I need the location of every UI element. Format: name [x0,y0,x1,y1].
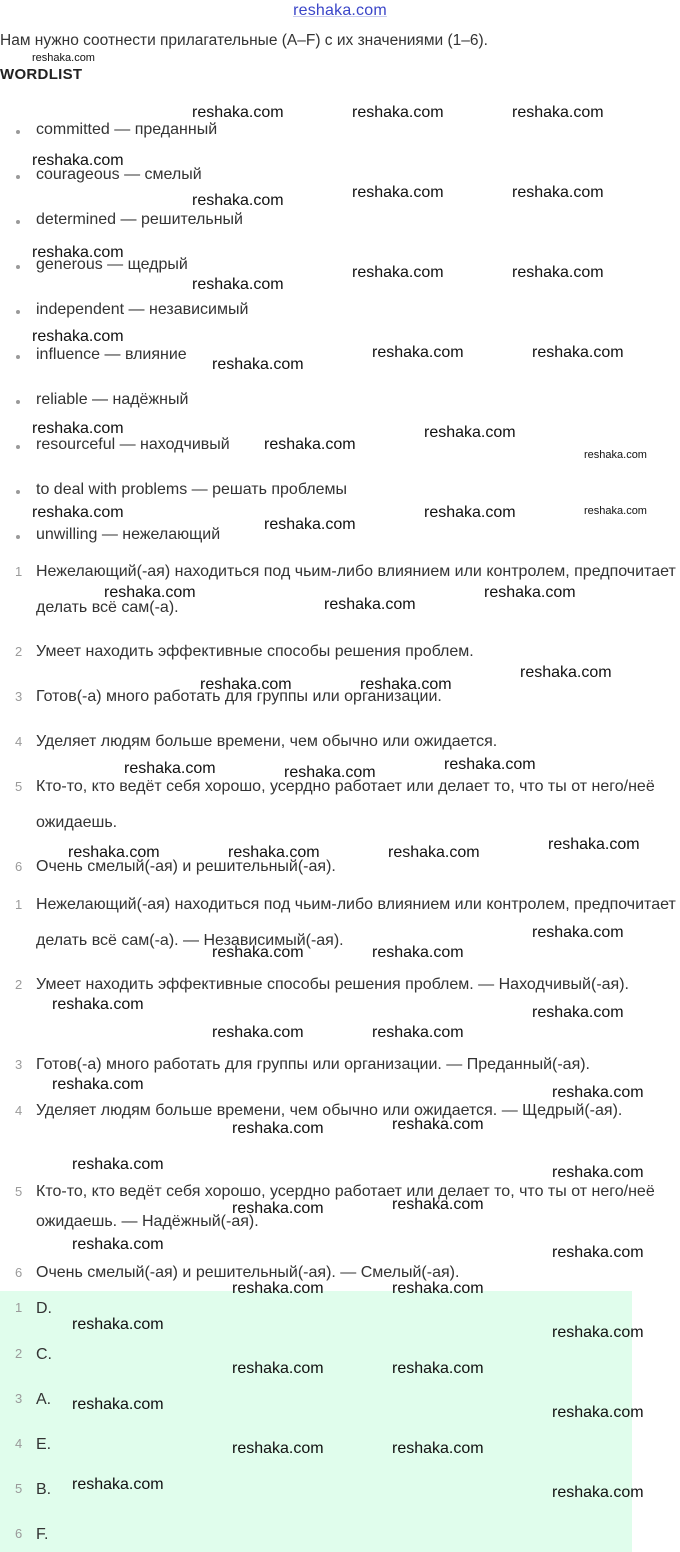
watermark: reshaka.com [284,764,376,781]
watermark: reshaka.com [72,1236,164,1253]
watermark: reshaka.com [532,1004,624,1021]
watermark: reshaka.com [212,356,304,373]
bullet-icon [16,400,20,404]
watermark: reshaka.com [72,1316,164,1333]
watermark: reshaka.com [32,420,124,437]
watermark: reshaka.com [264,516,356,533]
watermark: reshaka.com [532,344,624,361]
site-header[interactable] [0,2,680,20]
watermark: reshaka.com [52,1076,144,1093]
watermark: reshaka.com [232,1440,324,1457]
watermark: reshaka.com [232,1280,324,1297]
bullet-icon [16,490,20,494]
watermark: reshaka.com [388,844,480,861]
watermark: reshaka.com [532,924,624,941]
watermark: reshaka.com [424,424,516,441]
bullet-icon [16,310,20,314]
watermark: reshaka.com [512,184,604,201]
bullet-icon [16,535,20,539]
watermark: reshaka.com [68,844,160,861]
watermark: reshaka.com [552,1404,644,1421]
watermark: reshaka.com [232,1120,324,1137]
site-link[interactable]: reshaka.com [293,2,387,19]
watermark: reshaka.com [104,584,196,601]
task-intro: Нам нужно соотнести прилагательные (A–F) с их значениями (1–6). [0,32,488,49]
watermark: reshaka.com [584,449,647,461]
watermark: reshaka.com [352,264,444,281]
watermark: reshaka.com [372,944,464,961]
bullet-icon [16,175,20,179]
watermark: reshaka.com [392,1280,484,1297]
watermark: reshaka.com [372,1024,464,1041]
watermark: reshaka.com [352,184,444,201]
watermark: reshaka.com [552,1164,644,1181]
watermark: reshaka.com [552,1324,644,1341]
watermark: reshaka.com [444,756,536,773]
watermark: reshaka.com [192,104,284,121]
watermark: reshaka.com [512,264,604,281]
watermark: reshaka.com [512,104,604,121]
watermark: reshaka.com [212,1024,304,1041]
watermark: reshaka.com [360,676,452,693]
watermark: reshaka.com [548,836,640,853]
watermark: reshaka.com [200,676,292,693]
watermark: reshaka.com [392,1116,484,1133]
watermark: reshaka.com [392,1440,484,1457]
watermark: reshaka.com [264,436,356,453]
watermark: reshaka.com [392,1360,484,1377]
watermark: reshaka.com [192,276,284,293]
watermark: reshaka.com [552,1244,644,1261]
watermark: reshaka.com [192,192,284,209]
watermark: reshaka.com [32,52,95,64]
bullet-icon [16,355,20,359]
bullet-icon [16,220,20,224]
watermark: reshaka.com [520,664,612,681]
watermark: reshaka.com [32,244,124,261]
watermark: reshaka.com [372,344,464,361]
watermark: reshaka.com [52,996,144,1013]
bullet-icon [16,130,20,134]
watermark: reshaka.com [72,1476,164,1493]
watermark: reshaka.com [232,1200,324,1217]
watermark: reshaka.com [324,596,416,613]
watermark: reshaka.com [72,1156,164,1173]
bullet-icon [16,265,20,269]
bullet-icon [16,445,20,449]
watermark: reshaka.com [72,1396,164,1413]
watermark: reshaka.com [424,504,516,521]
watermark: reshaka.com [228,844,320,861]
watermark: reshaka.com [484,584,576,601]
wordlist-heading: WORDLIST [0,66,83,83]
watermark: reshaka.com [352,104,444,121]
watermark: reshaka.com [552,1084,644,1101]
watermark: reshaka.com [212,944,304,961]
watermark: reshaka.com [552,1484,644,1501]
watermark: reshaka.com [584,505,647,517]
watermark: reshaka.com [392,1196,484,1213]
watermark: reshaka.com [124,760,216,777]
watermark: reshaka.com [32,152,124,169]
watermark: reshaka.com [32,504,124,521]
watermark: reshaka.com [232,1360,324,1377]
watermark: reshaka.com [32,328,124,345]
